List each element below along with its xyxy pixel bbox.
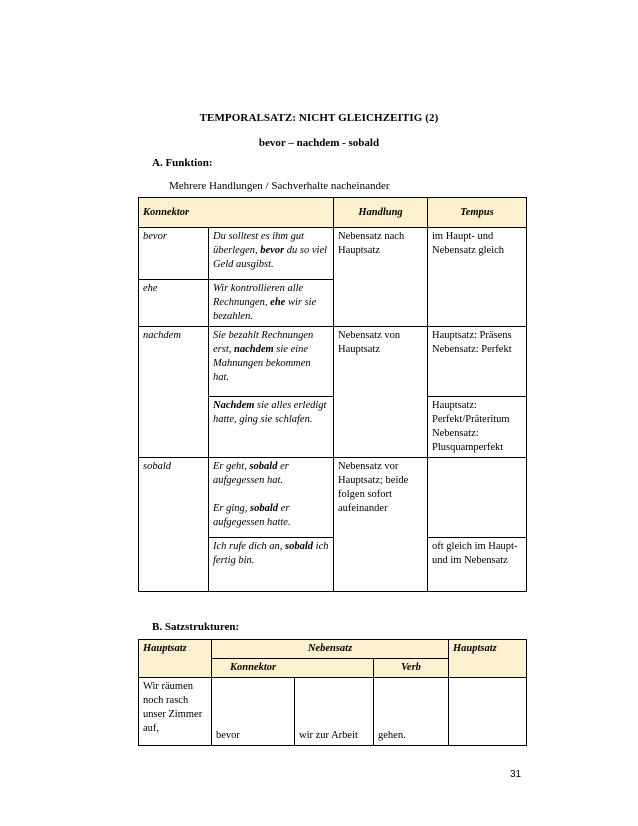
example-sobald-3: Ich rufe dich an, sobald ich fertig bin. [209, 538, 334, 592]
page-title: TEMPORALSATZ: NICHT GLEICHZEITIG (2) [199, 112, 439, 124]
cell-hauptsatz: Wir räumen noch rasch unser Zimmer auf, [139, 678, 212, 746]
page-subtitle: bevor – nachdem - sobald [258, 137, 380, 149]
header-verb: Verb [374, 659, 449, 678]
header-handlung: Handlung [334, 198, 428, 228]
header-hauptsatz-2: Hauptsatz [449, 640, 527, 678]
header-tempus: Tempus [428, 198, 527, 228]
table-row [139, 678, 527, 746]
tempus-nachdem-1: Hauptsatz: Präsens Nebensatz: Perfekt [428, 327, 527, 397]
header-nebensatz: Nebensatz [212, 640, 449, 659]
tempus-bevor: im Haupt- und Nebensatz gleich [428, 228, 527, 327]
table-row [139, 327, 527, 397]
konnektor-sobald: sobald [139, 458, 209, 592]
header-hauptsatz-1: Hauptsatz [139, 640, 212, 678]
example-ehe: Wir kontrollieren alle Rechnungen, ehe wir sie bezahlen. [209, 280, 334, 327]
handlung-nachdem: Nebensatz von Hauptsatz [334, 327, 428, 458]
section-a-description: Mehrere Handlungen / Sachverhalte nacheinander [169, 180, 390, 192]
example-nachdem-2: Nachdem sie alles erledigt hatte, ging sie schlafen. [209, 397, 334, 458]
cell-konnektor: bevor [212, 678, 295, 746]
cell-mittelfeld: wir zur Arbeit [295, 678, 374, 746]
example-nachdem-1: Sie bezahlt Rechnungen erst, nachdem sie eine Mahnungen bekommen hat. [209, 327, 334, 397]
section-b-heading: B. Satzstrukturen: [152, 621, 240, 633]
handlung-sobald: Nebensatz vor Hauptsatz; beide folgen sofort aufeinander [334, 458, 428, 592]
konnektor-ehe: ehe [139, 280, 209, 327]
table-row [139, 228, 527, 280]
konnektor-bevor: bevor [139, 228, 209, 280]
table-row [139, 458, 527, 538]
handlung-bevor: Nebensatz nach Hauptsatz [334, 228, 428, 327]
tempus-sobald-empty [428, 458, 527, 538]
tempus-nachdem-2: Hauptsatz: Perfekt/Präteritum Nebensatz: Plusquamperfekt [428, 397, 527, 458]
section-a-heading: A. Funktion: [152, 157, 213, 169]
example-sobald-1: Er geht, sobald er aufgegessen hat. Er ging, sobald er aufgegessen hatte. [209, 458, 334, 538]
header-konnektor-b: Konnektor [212, 659, 374, 678]
tempus-sobald: oft gleich im Haupt- und im Nebensatz [428, 538, 527, 592]
example-bevor: Du solltest es ihm gut überlegen, bevor du so viel Geld ausgibst. [209, 228, 334, 280]
structure-table [138, 639, 527, 746]
connector-table [138, 197, 527, 592]
page-number: 31 [510, 769, 522, 780]
konnektor-nachdem: nachdem [139, 327, 209, 458]
cell-hauptsatz-2 [449, 678, 527, 746]
header-konnektor: Konnektor [139, 198, 334, 228]
cell-verb: gehen. [374, 678, 449, 746]
